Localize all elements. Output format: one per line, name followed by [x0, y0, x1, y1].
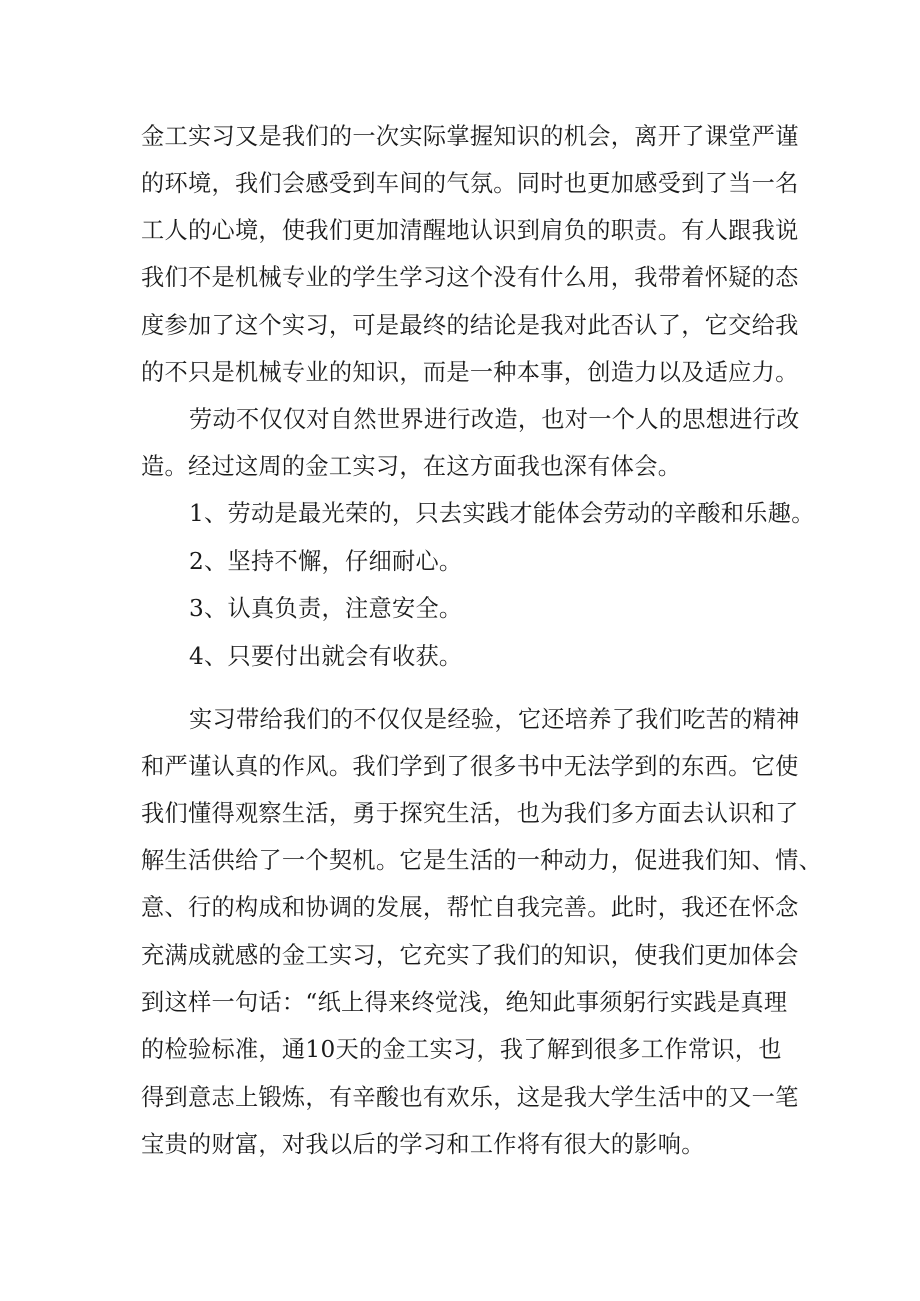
text-line: 度参加了这个实习，可是最终的结论是我对此否认了，它交给我	[141, 312, 799, 339]
text-line: 工人的心境，使我们更加清醒地认识到肩负的职责。有人跟我说	[141, 217, 799, 244]
text-line: 金工实习又是我们的一次实际掌握知识的机会，离开了课堂严谨	[141, 123, 799, 150]
text-line: 得到意志上锻炼，有辛酸也有欢乐，这是我大学生活中的又一笔	[141, 1084, 799, 1111]
text-line: 劳动不仅仅对自然世界进行改造，也对一个人的思想进行改	[189, 406, 800, 433]
text-line: 我们不是机械专业的学生学习这个没有什么用，我带着怀疑的态	[141, 264, 799, 291]
text-line: 的检验标准，通10天的金工实习，我了解到很多工作常识，也	[141, 1036, 782, 1063]
text-line: 实习带给我们的不仅仅是经验，它还培养了我们吃苦的精神	[189, 706, 800, 733]
text-line: 我们懂得观察生活，勇于探究生活，也为我们多方面去认识和了	[141, 800, 799, 827]
text-line: 宝贵的财富，对我以后的学习和工作将有很大的影响。	[141, 1131, 705, 1158]
list-item: 4、只要付出就会有收获。	[189, 643, 463, 670]
text-line: 和严谨认真的作风。我们学到了很多书中无法学到的东西。它使	[141, 753, 799, 780]
text-line: 到这样一句话：“纸上得来终觉浅，绝知此事须躬行实践是真理	[141, 989, 788, 1016]
list-item: 2、坚持不懈，仔细耐心。	[189, 548, 463, 575]
text-line: 意、行的构成和协调的发展，帮忙自我完善。此时，我还在怀念	[141, 894, 799, 921]
list-item: 3、认真负责，注意安全。	[189, 595, 463, 622]
text-line: 造。经过这周的金工实习，在这方面我也深有体会。	[141, 453, 682, 480]
text-line: 解生活供给了一个契机。它是生活的一种动力，促进我们知、情、	[141, 847, 823, 874]
text-line: 的环境，我们会感受到车间的气氛。同时也更加感受到了当一名	[141, 170, 799, 197]
text-line: 充满成就感的金工实习，它充实了我们的知识，使我们更加体会	[141, 942, 799, 969]
text-line: 的不只是机械专业的知识，而是一种本事，创造力以及适应力。	[141, 359, 799, 386]
list-item: 1、劳动是最光荣的，只去实践才能体会劳动的辛酸和乐趣。	[189, 500, 815, 527]
